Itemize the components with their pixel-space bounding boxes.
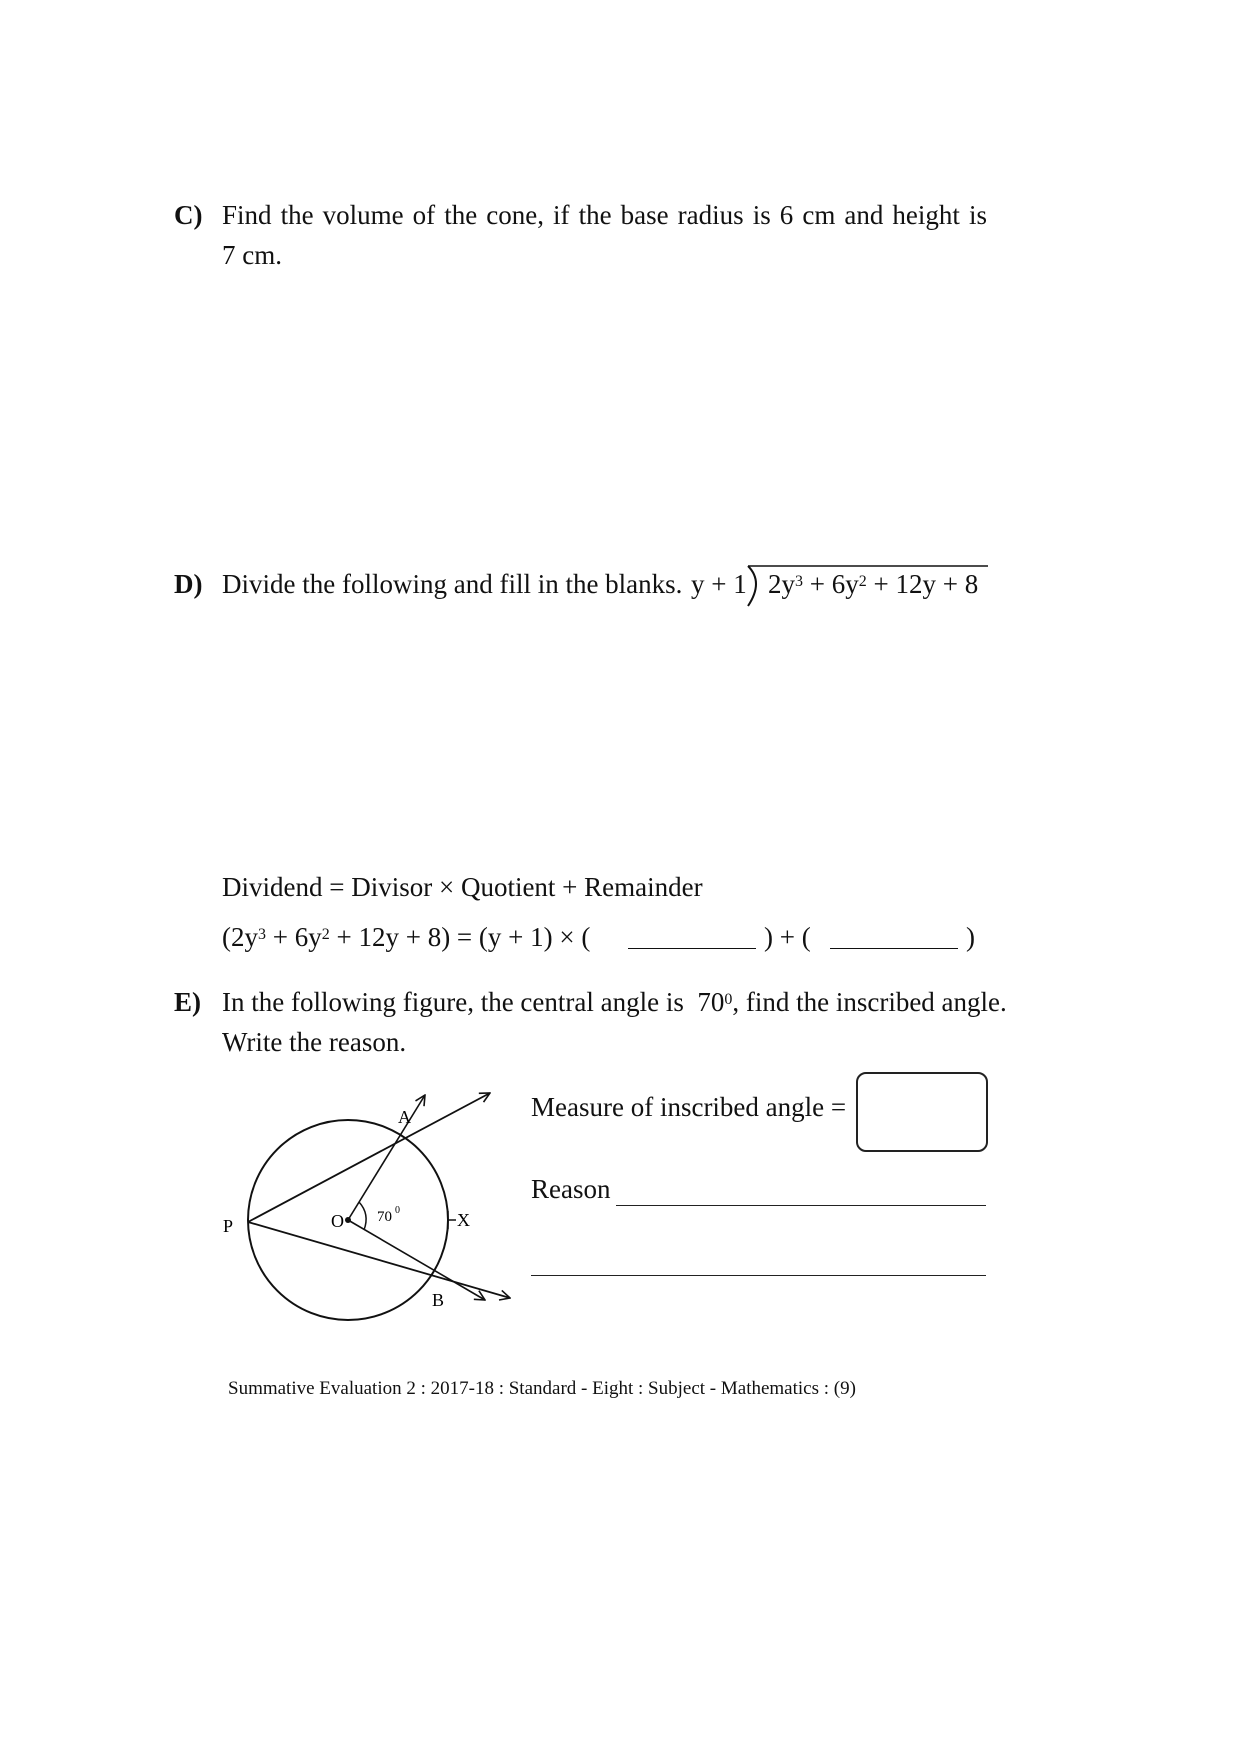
question-d-instruction: Divide the following and fill in the blanks. xyxy=(222,569,683,599)
label-o: O xyxy=(331,1211,344,1231)
remainder-blank[interactable] xyxy=(830,926,958,949)
page-footer: Summative Evaluation 2 : 2017-18 : Standard - Eight : Subject - Mathematics : (9) xyxy=(228,1378,856,1399)
division-equation: $(2y^3 + 6y^2 + 12y + 8) = (y + 1)$ × ( xyxy=(222,922,591,952)
label-a: A xyxy=(398,1107,411,1127)
angle-arc xyxy=(359,1202,366,1230)
label-x: X xyxy=(457,1210,470,1230)
label-p: P xyxy=(223,1216,234,1236)
question-c-text-line2: 7 cm. xyxy=(222,240,282,270)
question-e-text-line2: Write the reason. xyxy=(222,1027,407,1057)
ray-pb xyxy=(248,1222,510,1298)
question-c-label: C) xyxy=(174,200,203,230)
inscribed-angle-answer-box[interactable] xyxy=(856,1072,988,1152)
question-c-text-line1: Find the volume of the cone, if the base radius is 6 cm and height is xyxy=(222,200,987,230)
reason-label: Reason xyxy=(531,1174,611,1204)
quotient-blank[interactable] xyxy=(628,926,756,949)
question-e-text-line1: In the following figure, the central angle is $70^0$, find the inscribed angle. xyxy=(222,987,1007,1017)
ray-pa xyxy=(248,1093,490,1222)
question-e-label: E) xyxy=(174,987,201,1017)
reason-line-1[interactable] xyxy=(616,1205,986,1206)
division-dividend: $2y^3 + 6y^2 + 12y + 8$ xyxy=(768,569,979,599)
label-b: B xyxy=(432,1290,445,1310)
ray-oa xyxy=(348,1095,425,1220)
equation-mid: ) + ( xyxy=(764,922,811,952)
division-divisor: y + 1 xyxy=(691,569,747,599)
label-angle-sup: 0 xyxy=(395,1205,400,1216)
question-d-label: D) xyxy=(174,569,203,599)
division-formula: Dividend = Divisor × Quotient + Remainder xyxy=(222,872,703,902)
reason-line-2[interactable] xyxy=(531,1275,986,1276)
ray-ob xyxy=(348,1220,485,1300)
label-angle: 70 xyxy=(377,1209,392,1225)
center-point xyxy=(345,1217,351,1223)
inscribed-angle-label: Measure of inscribed angle = xyxy=(531,1092,847,1122)
equation-end: ) xyxy=(966,922,975,952)
circle-figure xyxy=(200,1080,540,1350)
